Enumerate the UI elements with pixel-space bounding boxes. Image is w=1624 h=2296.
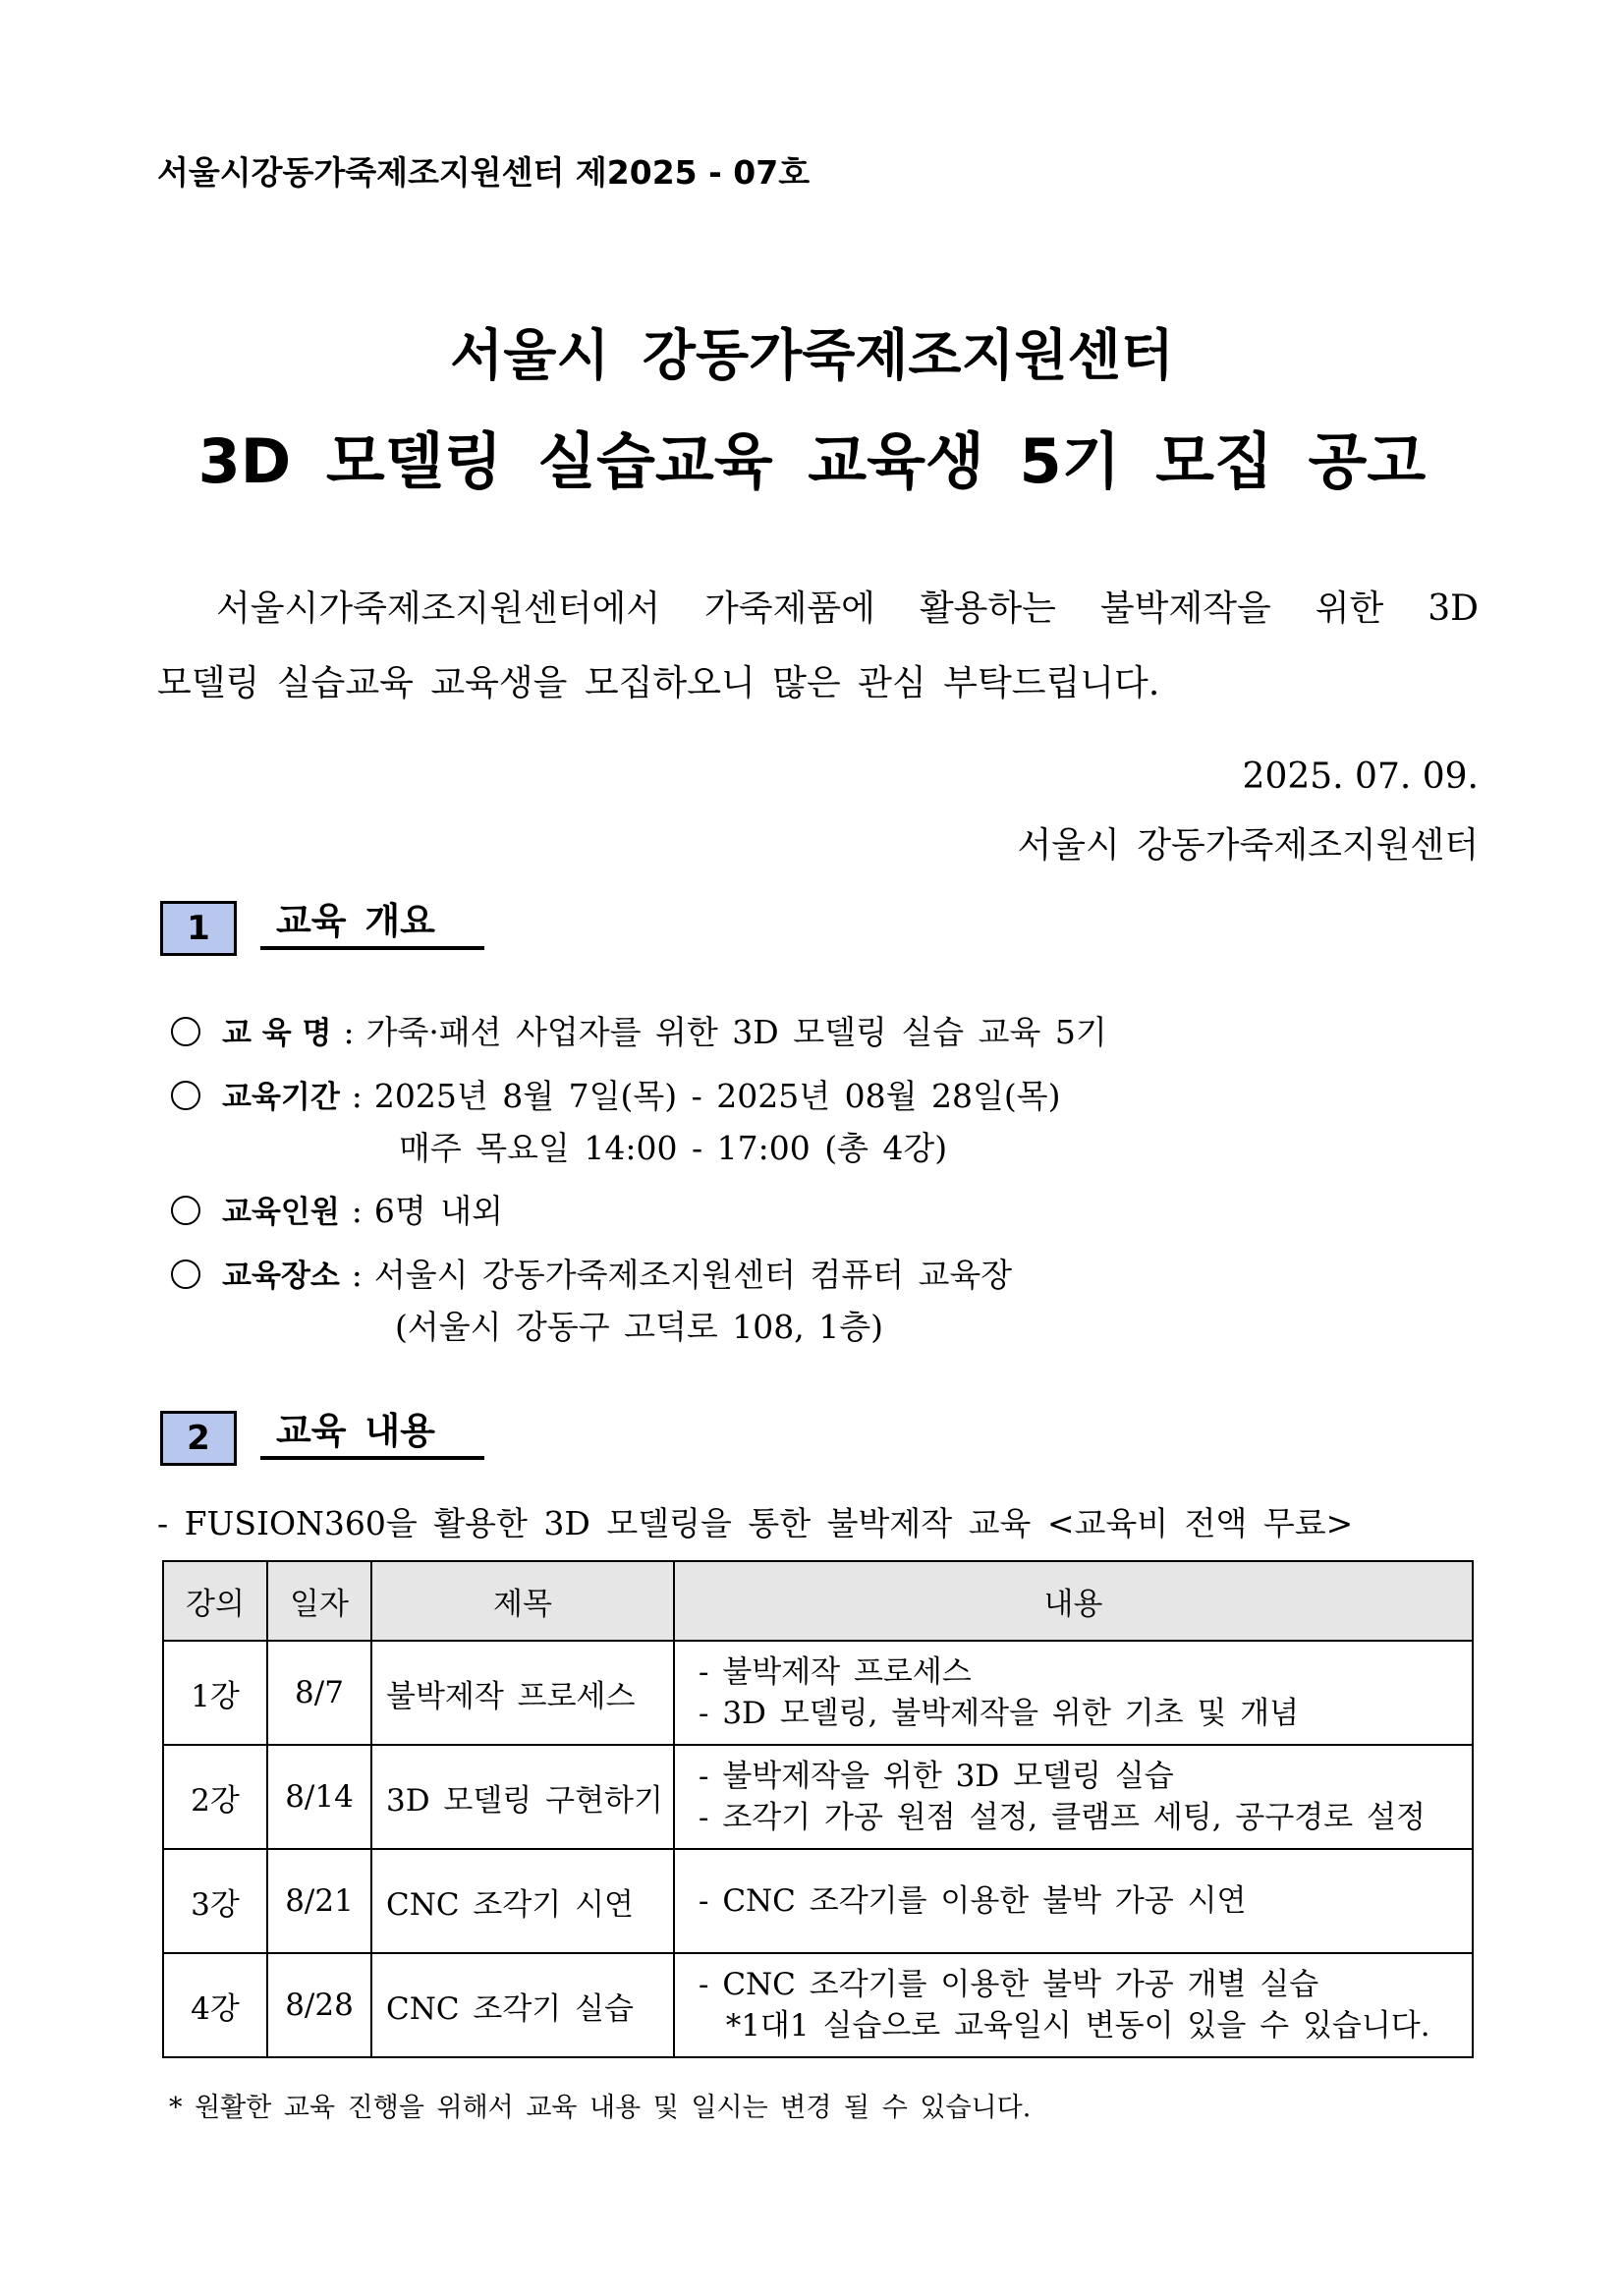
cell-title: 불박제작 프로세스 [371, 1641, 674, 1745]
cell-date: 8/28 [267, 1953, 371, 2057]
cell-title: CNC 조각기 실습 [371, 1953, 674, 2057]
title-line-1: 서울시 강동가죽제조지원센터 [450, 324, 1174, 388]
section-2-number: 2 [160, 1411, 237, 1466]
info-row-capacity: 교육인원 : 6명 내외 [171, 1186, 503, 1232]
info-row-location: 교육장소 : 서울시 강동가죽제조지원센터 컴퓨터 교육장 [171, 1250, 1012, 1296]
table-row [163, 1641, 1473, 1745]
cell-lecture: 2강 [163, 1745, 267, 1849]
table-row [163, 1953, 1473, 2057]
section-1-number: 1 [160, 901, 237, 956]
schedule-table [162, 1560, 1474, 2058]
cell-title: CNC 조각기 시연 [371, 1849, 674, 1953]
table-row [163, 1745, 1473, 1849]
cell-lecture: 1강 [163, 1641, 267, 1745]
cell-content [674, 1849, 1473, 1953]
cell-title: 3D 모델링 구현하기 [371, 1745, 674, 1849]
content-line: - 불박제작을 위한 3D 모델링 실습 [699, 1759, 1174, 1794]
info-label: 교육인원 [222, 1195, 340, 1230]
info-label: 교 육 명 [222, 1016, 332, 1051]
announcement-date: 2025. 07. 09. [1242, 756, 1479, 797]
cell-date: 8/14 [267, 1745, 371, 1849]
info-value: 가죽·패션 사업자를 위한 3D 모델링 실습 교육 5기 [365, 1013, 1107, 1051]
cell-content [674, 1953, 1473, 2057]
header-title: 제목 [371, 1561, 674, 1641]
intro-line-1: 서울시가죽제조지원센터에서 가죽제품에 활용하는 불박제작을 위한 3D [216, 588, 1479, 629]
table-row [163, 1849, 1473, 1953]
header-date: 일자 [267, 1561, 371, 1641]
section-2-title: 교육 내용 [260, 1407, 484, 1460]
info-value: 6명 내외 [373, 1192, 504, 1230]
info-label: 교육장소 [222, 1259, 340, 1294]
circle-bullet-icon [171, 1260, 200, 1289]
cell-content [674, 1745, 1473, 1849]
info-value: 2025년 8월 7일(목) - 2025년 08월 28일(목) [373, 1077, 1061, 1115]
cell-lecture: 4강 [163, 1953, 267, 2057]
cell-content [674, 1641, 1473, 1745]
circle-bullet-icon [171, 1017, 200, 1046]
circle-bullet-icon [171, 1196, 200, 1225]
intro-paragraph [157, 572, 1479, 721]
info-label: 교육기간 [222, 1080, 340, 1115]
info-row-course-name: 교 육 명 : 가죽·패션 사업자를 위한 3D 모델링 실습 교육 5기 [171, 1007, 1107, 1053]
intro-line-2: 모델링 실습교육 교육생을 모집하오니 많은 관심 부탁드립니다. [157, 663, 1160, 703]
cell-lecture: 3강 [163, 1849, 267, 1953]
content-line: - CNC 조각기를 이용한 불박 가공 시연 [699, 1883, 1247, 1919]
header-lecture: 강의 [163, 1561, 267, 1641]
content-line: - 3D 모델링, 불박제작을 위한 기초 및 개념 [699, 1696, 1300, 1731]
cell-date: 8/21 [267, 1849, 371, 1953]
header-content: 내용 [674, 1561, 1473, 1641]
info-row-period: 교육기간 : 2025년 8월 7일(목) - 2025년 08월 28일(목) [171, 1071, 1060, 1117]
content-line: - 조각기 가공 원점 설정, 클램프 세팅, 공구경로 설정 [699, 1800, 1426, 1835]
info-value: 서울시 강동가죽제조지원센터 컴퓨터 교육장 [373, 1256, 1013, 1294]
circle-bullet-icon [171, 1081, 200, 1110]
title-line-2: 3D 모델링 실습교육 교육생 5기 모집 공고 [197, 425, 1427, 497]
section-2-subtitle: - FUSION360을 활용한 3D 모델링을 통한 불박제작 교육 <교육비 전액 무료> [157, 1504, 1354, 1542]
section-1-title: 교육 개요 [260, 897, 484, 950]
document-number: 서울시강동가죽제조지원센터 제2025 - 07호 [157, 153, 811, 192]
content-line: *1대1 실습으로 교육일시 변동이 있을 수 있습니다. [699, 2008, 1430, 2044]
table-header-row [163, 1561, 1473, 1641]
content-line: - 불박제작 프로세스 [699, 1654, 972, 1690]
cell-date: 8/7 [267, 1641, 371, 1745]
info-period-schedule: 매주 목요일 14:00 - 17:00 (총 4강) [399, 1129, 948, 1167]
info-location-address: (서울시 강동구 고덕로 108, 1층) [395, 1308, 883, 1346]
issuer-name: 서울시 강동가죽제조지원센터 [1017, 825, 1479, 866]
content-line: - CNC 조각기를 이용한 불박 가공 개별 실습 [699, 1967, 1319, 2002]
footnote: * 원활한 교육 진행을 위해서 교육 내용 및 일시는 변경 될 수 있습니다. [169, 2093, 1032, 2123]
